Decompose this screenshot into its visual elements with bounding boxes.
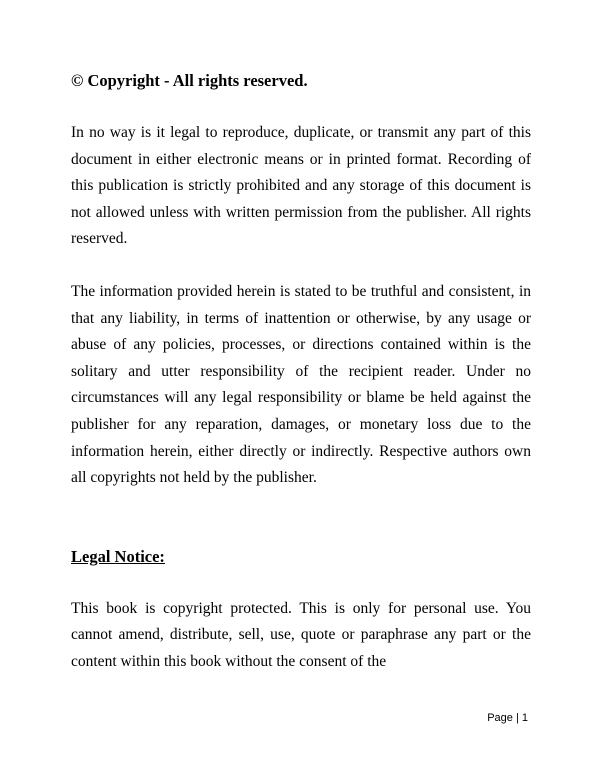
- copyright-paragraph: In no way is it legal to reproduce, duplicate, or transmit any part of this document in either electronic means or in printed format. Recording of this publication is strictly prohibited and any storage of this document is not allowed unless with written permission from the publisher. All rights reserved.: [71, 124, 531, 248]
- legal-notice-paragraph: This book is copyright protected. This is only for personal use. You cannot amend, distribute, sell, use, quote or paraphrase any part or the content within this book without the consent of the: [71, 599, 531, 670]
- copyright-title: © Copyright - All rights reserved.: [71, 71, 308, 90]
- page-number: Page | 1: [487, 712, 528, 724]
- disclaimer-paragraph: The information provided herein is stated to be truthful and consistent, in that any liability, in terms of inattention or otherwise, by any usage or abuse of any policies, processes, or directions contained within is the solitary and utter responsibility of the recipient reader. Under no circumstances will any legal responsibility or blame be held against the publisher for any reparation, damages, or monetary loss due to the information herein, either directly or indirectly. Respective authors own all copyrights not held by the publisher.: [71, 282, 531, 487]
- legal-notice-heading: Legal Notice:: [71, 546, 165, 566]
- document-page: [71, 68, 531, 676]
